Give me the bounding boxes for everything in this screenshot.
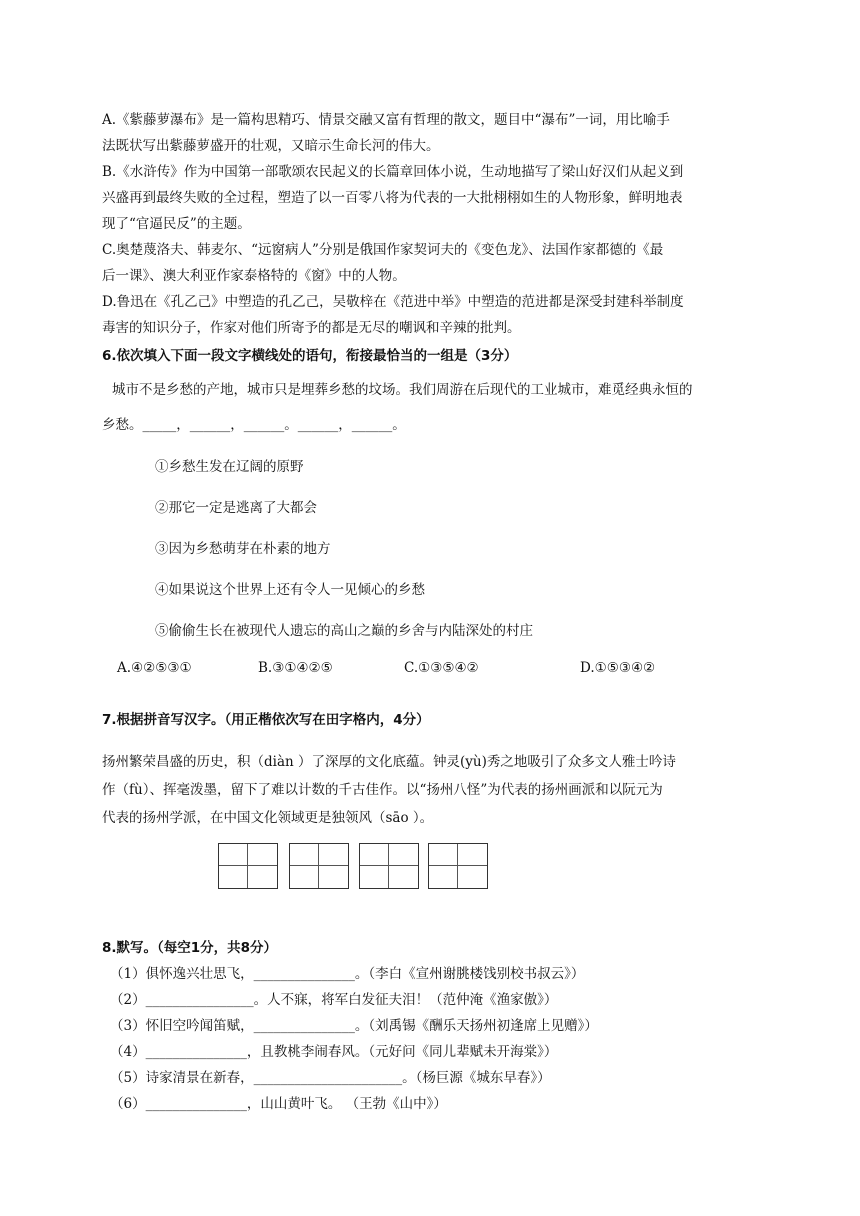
q8-line-2: （2）________________。人不寐，将军白发征夫泪！（范仲淹《渔家傲》） bbox=[110, 992, 558, 1008]
q7-line1: 扬州繁荣昌盛的历史，积（diàn ）了深厚的文化底蕴。钟灵(yù)秀之地吸引了众多文人雅士吟诗 bbox=[102, 754, 676, 770]
q8-line-5: （5）诗家清景在新春，______________________。（杨巨源《城东早春》） bbox=[110, 1070, 551, 1086]
q7-line3: 代表的扬州学派，在中国文化领域更是独领风（sāo ）。 bbox=[102, 810, 434, 826]
tianzige-group-4[interactable] bbox=[428, 843, 488, 889]
q6-choice-b: B.③①④②⑤ bbox=[258, 660, 333, 676]
q6-item-3: ③因为乡愁萌芽在朴素的地方 bbox=[155, 541, 331, 557]
q8-line-1: （1）俱怀逸兴壮思飞，_______________。（李白《宣州谢朓楼饯别校书叔云》） bbox=[110, 966, 585, 982]
q5-option-d-line1: D.鲁迅在《孔乙己》中塑造的孔乙己，吴敬梓在《范进中举》中塑造的范进都是深受封建科举制度 bbox=[102, 294, 684, 310]
q6-item-4: ④如果说这个世界上还有令人一见倾心的乡愁 bbox=[155, 582, 425, 598]
q7-title: 7.根据拼音写汉字。（用正楷依次写在田字格内，4分） bbox=[102, 712, 430, 728]
q5-option-a-line1: A.《紫藤萝瀑布》是一篇构思精巧、情景交融又富有哲理的散文，题目中“瀑布”一词，用比喻手 bbox=[102, 112, 670, 128]
q6-item-5: ⑤偷偷生长在被现代人遗忘的高山之巅的乡舍与内陆深处的村庄 bbox=[155, 623, 533, 639]
q6-passage-line2: 乡愁。_____，______，______。______，______。 bbox=[102, 417, 406, 433]
q5-option-a-line2: 法既状写出紫藤萝盛开的壮观，又暗示生命长河的伟大。 bbox=[102, 138, 440, 154]
q5-option-c-line1: C.奥楚蔑洛夫、韩麦尔、“远窗病人”分别是俄国作家契诃夫的《变色龙》、法国作家都德的《最 bbox=[102, 242, 664, 258]
q6-item-1: ①乡愁生发在辽阔的原野 bbox=[155, 459, 304, 475]
tianzige-group-1[interactable] bbox=[218, 843, 278, 889]
q6-choice-c: C.①③⑤④② bbox=[404, 660, 479, 676]
q6-choice-d: D.①⑤③④② bbox=[580, 660, 656, 676]
q8-line-6: （6）_______________，山山黄叶飞。 （王勃《山中》） bbox=[110, 1096, 447, 1112]
q8-line-3: （3）怀旧空吟闻笛赋，_______________。（刘禹锡《酬乐天扬州初逢席上见赠》） bbox=[110, 1018, 598, 1034]
q8-title: 8.默写。（每空1分，共8分） bbox=[102, 940, 278, 956]
q5-option-b-line3: 现了“官逼民反”的主题。 bbox=[102, 216, 251, 232]
q5-option-b-line1: B.《水浒传》作为中国第一部歌颂农民起义的长篇章回体小说，生动地描写了梁山好汉们从起义到 bbox=[102, 164, 684, 180]
q5-option-d-line2: 毒害的知识分子，作家对他们所寄予的都是无尽的嘲讽和辛辣的批判。 bbox=[102, 320, 521, 336]
tianzige-group-2[interactable] bbox=[289, 843, 349, 889]
q6-title: 6.依次填入下面一段文字横线处的语句，衔接最恰当的一组是（3分） bbox=[102, 348, 518, 364]
q6-item-2: ②那它一定是逃离了大都会 bbox=[155, 500, 317, 516]
q5-option-c-line2: 后一课》、澳大利亚作家泰格特的《窗》中的人物。 bbox=[102, 268, 406, 284]
tianzige-group-3[interactable] bbox=[359, 843, 419, 889]
q7-line2: 作（fù）、挥毫泼墨，留下了难以计数的千古佳作。以“扬州八怪”为代表的扬州画派和以阮元为 bbox=[102, 782, 663, 798]
q5-option-b-line2: 兴盛再到最终失败的全过程，塑造了以一百零八将为代表的一大批栩栩如生的人物形象，鲜明地表 bbox=[102, 190, 683, 206]
q8-line-4: （4）_______________，且教桃李闹春风。（元好问《同儿辈赋未开海棠》） bbox=[110, 1044, 558, 1060]
q6-passage-line1: 城市不是乡愁的产地，城市只是埋葬乡愁的坟场。我们周游在后现代的工业城市，难觅经典永恒的 bbox=[112, 382, 693, 398]
q6-choice-a: A.④②⑤③① bbox=[117, 660, 192, 676]
